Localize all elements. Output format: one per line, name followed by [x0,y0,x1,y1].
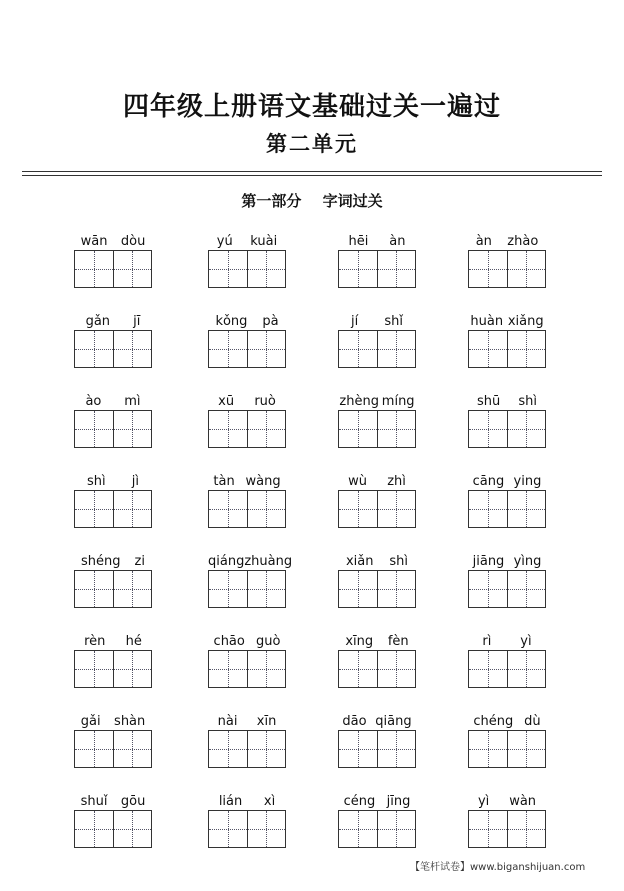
writing-boxes [468,650,546,688]
word-item [468,793,546,848]
pinyin-syllable: dòu [120,234,146,249]
writing-boxes [74,570,152,608]
word-item [208,473,286,528]
pinyin-syllable: hé [125,634,142,649]
pinyin [208,393,286,410]
writing-cell[interactable] [507,651,546,687]
writing-cell[interactable] [75,491,113,527]
pinyin-syllable: dù [524,714,541,729]
writing-boxes [208,730,286,768]
pinyin-syllable: jī [133,314,141,329]
writing-cell[interactable] [247,331,286,367]
writing-boxes [338,570,416,608]
writing-cell[interactable] [507,411,546,447]
pinyin-syllable: jiāng [472,554,505,569]
writing-cell[interactable] [247,411,286,447]
pinyin-syllable: chāo [213,634,245,649]
writing-cell[interactable] [113,251,152,287]
pinyin-syllable: tàn [213,474,235,489]
word-item [74,553,152,608]
pinyin-syllable: zhèng [339,394,379,409]
word-item [338,713,416,768]
writing-boxes [338,410,416,448]
pinyin [468,553,546,570]
writing-boxes [74,250,152,288]
pinyin-syllable: àn [475,234,492,249]
writing-cell[interactable] [113,571,152,607]
writing-boxes [74,410,152,448]
writing-cell[interactable] [377,811,416,847]
writing-cell[interactable] [339,571,377,607]
writing-boxes [468,810,546,848]
writing-cell[interactable] [507,811,546,847]
pinyin-syllable: ying [513,474,542,489]
pinyin [208,553,293,570]
writing-cell[interactable] [469,571,507,607]
word-item [208,393,286,448]
pinyin [338,553,416,570]
word-item [74,313,152,368]
pinyin [208,633,286,650]
pinyin [208,473,286,490]
pinyin-syllable: hēi [348,234,369,249]
pinyin-syllable: ào [85,394,102,409]
writing-cell[interactable] [469,491,507,527]
pinyin-syllable: wān [80,234,108,249]
writing-boxes [338,730,416,768]
pinyin [74,233,152,250]
writing-boxes [338,650,416,688]
pinyin-syllable: wàn [509,794,537,809]
writing-boxes [338,250,416,288]
pinyin-syllable: nài [217,714,238,729]
writing-cell[interactable] [209,251,247,287]
pinyin-syllable: rì [482,634,492,649]
pinyin-syllable: zhào [507,234,539,249]
pinyin [74,313,152,330]
writing-boxes [208,250,286,288]
writing-cell[interactable] [339,331,377,367]
pinyin-syllable: mì [124,394,141,409]
writing-boxes [74,810,152,848]
pinyin [74,633,152,650]
pinyin-syllable: jí [351,314,359,329]
writing-cell[interactable] [209,811,247,847]
pinyin-syllable: shǐ [384,314,403,329]
pinyin [338,633,416,650]
word-item [74,473,152,528]
pinyin-syllable: fèn [387,634,409,649]
word-item [338,553,416,608]
word-item [338,793,416,848]
word-item [208,793,286,848]
pinyin-syllable: ruò [254,394,276,409]
pinyin [74,473,152,490]
word-item [338,633,416,688]
writing-boxes [208,490,286,528]
writing-cell[interactable] [75,411,113,447]
pinyin-syllable: chéng [473,714,514,729]
pinyin-syllable: xīn [256,714,277,729]
writing-cell[interactable] [75,651,113,687]
pinyin-syllable: pà [262,314,279,329]
pinyin [468,233,546,250]
pinyin-syllable: xīng [345,634,374,649]
writing-cell[interactable] [339,491,377,527]
writing-boxes [208,650,286,688]
pinyin-syllable: shì [518,394,537,409]
pinyin-syllable: wàng [245,474,281,489]
pinyin-syllable: céng [343,794,376,809]
pinyin-syllable: zhuàng [244,554,293,569]
writing-boxes [338,330,416,368]
writing-cell[interactable] [247,491,286,527]
pinyin-syllable: zhì [387,474,406,489]
footer-source: 【笔杆试卷】www.biganshijuan.com [410,862,586,873]
pinyin [338,233,416,250]
writing-cell[interactable] [209,491,247,527]
pinyin-syllable: cāng [472,474,505,489]
writing-boxes [74,650,152,688]
pinyin-syllable: jīng [386,794,411,809]
pinyin [208,713,286,730]
writing-boxes [338,490,416,528]
pinyin-syllable: shéng [81,554,121,569]
writing-boxes [208,810,286,848]
pinyin [468,713,546,730]
writing-cell[interactable] [507,251,546,287]
pinyin-syllable: shuǐ [80,794,108,809]
pinyin [74,393,152,410]
writing-cell[interactable] [75,251,113,287]
word-item [338,233,416,288]
pinyin-syllable: xì [263,794,276,809]
page-title: 四年级上册语文基础过关一遍过 [122,92,501,122]
unit-title: 第二单元 [266,131,358,156]
pinyin [468,793,546,810]
word-item [338,393,416,448]
writing-boxes [468,330,546,368]
section-heading [0,190,624,211]
writing-boxes [468,410,546,448]
pinyin-syllable: yú [216,234,233,249]
writing-cell[interactable] [247,571,286,607]
pinyin [74,713,152,730]
writing-boxes [208,570,286,608]
divider [22,175,602,176]
writing-cell[interactable] [247,251,286,287]
writing-cell[interactable] [377,491,416,527]
pinyin-syllable: gōu [120,794,146,809]
pinyin-syllable: yì [477,794,490,809]
word-item [74,713,152,768]
pinyin-syllable: gǎi [80,714,101,729]
writing-cell[interactable] [113,731,152,767]
pinyin-syllable: qiāng [375,714,412,729]
writing-cell[interactable] [469,251,507,287]
pinyin-syllable: lián [218,794,243,809]
pinyin-syllable: xū [218,394,235,409]
writing-boxes [468,730,546,768]
word-item [468,233,546,288]
pinyin-syllable: dāo [342,714,367,729]
word-item [338,313,416,368]
writing-cell[interactable] [113,651,152,687]
pinyin-syllable: qiáng [208,554,245,569]
writing-boxes [468,570,546,608]
pinyin [338,393,416,410]
pinyin [338,473,416,490]
writing-cell[interactable] [209,651,247,687]
writing-cell[interactable] [339,731,377,767]
writing-cell[interactable] [469,731,507,767]
writing-cell[interactable] [469,651,507,687]
writing-cell[interactable] [75,331,113,367]
pinyin-syllable: shū [477,394,501,409]
word-item [468,633,546,688]
pinyin-syllable: huàn [470,314,504,329]
word-item [74,233,152,288]
pinyin-syllable: shì [389,554,409,569]
pinyin-syllable: kuài [250,234,278,249]
writing-cell[interactable] [377,651,416,687]
writing-cell[interactable] [339,811,377,847]
word-item [208,713,286,768]
writing-cell[interactable] [113,411,152,447]
pinyin-syllable: shì [87,474,106,489]
writing-boxes [468,250,546,288]
writing-cell[interactable] [339,411,377,447]
word-item [208,313,286,368]
writing-cell[interactable] [75,731,113,767]
word-item [74,393,152,448]
writing-cell[interactable] [75,571,113,607]
pinyin-syllable: guò [255,634,281,649]
writing-cell[interactable] [507,331,546,367]
pinyin-syllable: xiǎng [507,314,544,329]
writing-boxes [468,490,546,528]
writing-boxes [208,410,286,448]
pinyin-syllable: yì [520,634,532,649]
pinyin-syllable: rèn [84,634,106,649]
divider [22,171,602,172]
section-name: 字词过关 [322,192,383,210]
writing-cell[interactable] [377,251,416,287]
pinyin-syllable: míng [381,394,415,409]
pinyin-syllable: yìng [513,554,542,569]
writing-cell[interactable] [209,331,247,367]
pinyin-syllable: shàn [114,714,146,729]
writing-cell[interactable] [377,331,416,367]
pinyin [468,393,546,410]
writing-boxes [74,490,152,528]
word-item [208,233,286,288]
pinyin [208,313,286,330]
writing-cell[interactable] [113,811,152,847]
writing-boxes [74,330,152,368]
writing-cell[interactable] [339,651,377,687]
writing-boxes [208,330,286,368]
pinyin-syllable: wù [348,474,367,489]
pinyin-syllable: kǒng [215,314,248,329]
writing-cell[interactable] [507,731,546,767]
word-item [74,633,152,688]
pinyin-syllable: zi [134,554,145,569]
writing-cell[interactable] [377,411,416,447]
pinyin [468,473,546,490]
word-item [208,553,293,608]
word-item [74,793,152,848]
writing-boxes [74,730,152,768]
writing-cell[interactable] [113,491,152,527]
word-item [468,713,546,768]
word-item [338,473,416,528]
writing-cell[interactable] [469,811,507,847]
writing-cell[interactable] [247,651,286,687]
section-part: 第一部分 [241,192,302,210]
pinyin-syllable: xiǎn [345,554,374,569]
writing-cell[interactable] [75,811,113,847]
writing-cell[interactable] [377,731,416,767]
writing-cell[interactable] [469,331,507,367]
word-item [468,393,546,448]
writing-cell[interactable] [469,411,507,447]
pinyin-syllable: jì [131,474,139,489]
word-item [208,633,286,688]
pinyin [74,793,152,810]
pinyin [338,713,416,730]
writing-cell[interactable] [209,571,247,607]
writing-cell[interactable] [507,571,546,607]
writing-cell[interactable] [113,331,152,367]
pinyin-syllable: àn [389,234,406,249]
pinyin-syllable: gǎn [85,314,111,329]
pinyin [338,793,416,810]
pinyin [338,313,416,330]
pinyin [468,633,546,650]
writing-cell[interactable] [247,731,286,767]
word-item [468,473,546,528]
writing-cell[interactable] [209,411,247,447]
writing-cell[interactable] [209,731,247,767]
word-item [468,313,546,368]
writing-boxes [338,810,416,848]
writing-cell[interactable] [507,491,546,527]
pinyin [74,553,152,570]
pinyin [208,233,286,250]
pinyin [468,313,546,330]
writing-cell[interactable] [247,811,286,847]
writing-cell[interactable] [377,571,416,607]
writing-cell[interactable] [339,251,377,287]
pinyin [208,793,286,810]
word-item [468,553,546,608]
